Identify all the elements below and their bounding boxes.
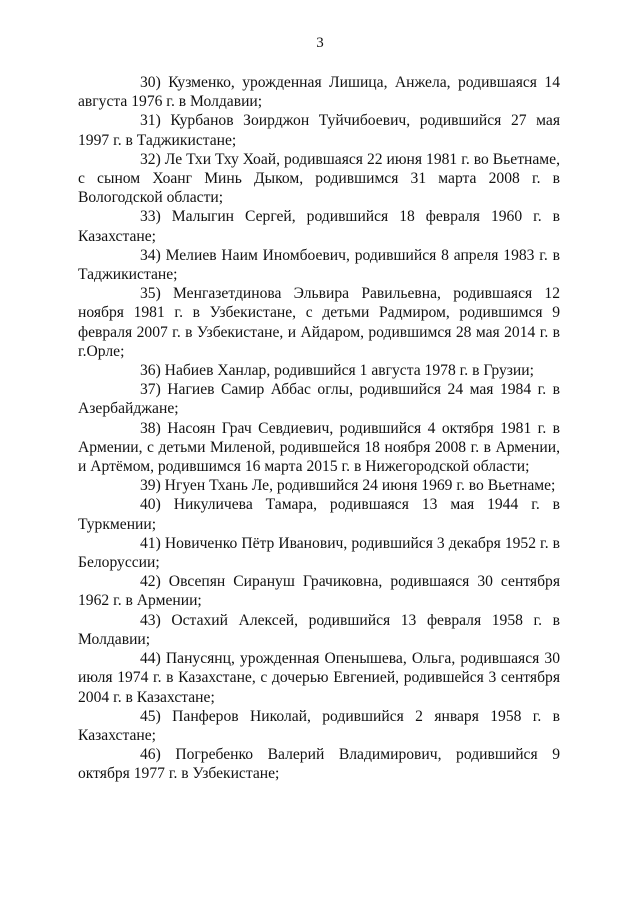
list-item: 40) Никуличева Тамара, родившаяся 13 мая 1944 г. в Туркмении;	[78, 496, 560, 533]
list-item: 34) Мелиев Наим Иномбоевич, родившийся 8 апреля 1983 г. в Таджикистане;	[78, 246, 560, 284]
list-item: 35) Менгазетдинова Эльвира Равильевна, родившаяся 12 ноября 1981 г. в Узбекистане, с детьми Радмиром, родившимся 9 февраля 2007 г. в Узбекистане, и Айдаром, родившимся 28 мая 2014 г. в г.Орле;	[78, 285, 560, 360]
list-item: 31) Курбанов Зоирджон Туйчибоевич, родившийся 27 мая 1997 г. в Таджикистане;	[78, 112, 560, 149]
list-item: 30) Кузменко, урожденная Лишица, Анжела, родившаяся 14 августа 1976 г. в Молдавии;	[78, 74, 560, 111]
list-item: 36) Набиев Ханлар, родившийся 1 августа 1978 г. в Грузии;	[140, 362, 534, 380]
list-item: 42) Овсепян Сирануш Грачиковна, родившаяся 30 сентября 1962 г. в Армении;	[78, 573, 560, 610]
list-item: 44) Панусянц, урожденная Опенышева, Ольга, родившаяся 30 июля 1974 г. в Казахстане, с дочерью Евгенией, родившейся 3 сентября 2004 г. в Казахстане;	[78, 650, 560, 706]
document-body	[78, 73, 560, 784]
list-item: 43) Остахий Алексей, родившийся 13 февраля 1958 г. в Молдавии;	[78, 611, 560, 648]
list-item: 46) Погребенко Валерий Владимирович, родившийся 9 октября 1977 г. в Узбекистане;	[78, 746, 560, 783]
list-item: 33) Малыгин Сергей, родившийся 18 февраля 1960 г. в Казахстане;	[78, 208, 560, 245]
list-item: 39) Нгуен Тхань Ле, родившийся 24 июня 1969 г. во Вьетнаме;	[140, 477, 556, 495]
page-number: 3	[316, 35, 324, 51]
list-item: 45) Панферов Николай, родившийся 2 января 1958 г. в Казахстане;	[78, 707, 560, 744]
list-item: 37) Нагиев Самир Аббас оглы, родившийся 24 мая 1984 г. в Азербайджане;	[78, 381, 560, 418]
list-item: 38) Насоян Грач Севдиевич, родившийся 4 октября 1981 г. в Армении, с детьми Миленой, родившейся 18 ноября 2008 г. в Армении, и Артёмом, родившимся 16 марта 2015 г. в Нижегородской области;	[78, 419, 560, 476]
list-item: 32) Ле Тхи Тху Хоай, родившаяся 22 июня 1981 г. во Вьетнаме, с сыном Хоанг Минь Дыком, родившимся 31 марта 2008 г. в Вологодской области;	[78, 150, 560, 207]
list-item: 41) Новиченко Пётр Иванович, родившийся 3 декабря 1952 г. в Белоруссии;	[78, 534, 560, 572]
